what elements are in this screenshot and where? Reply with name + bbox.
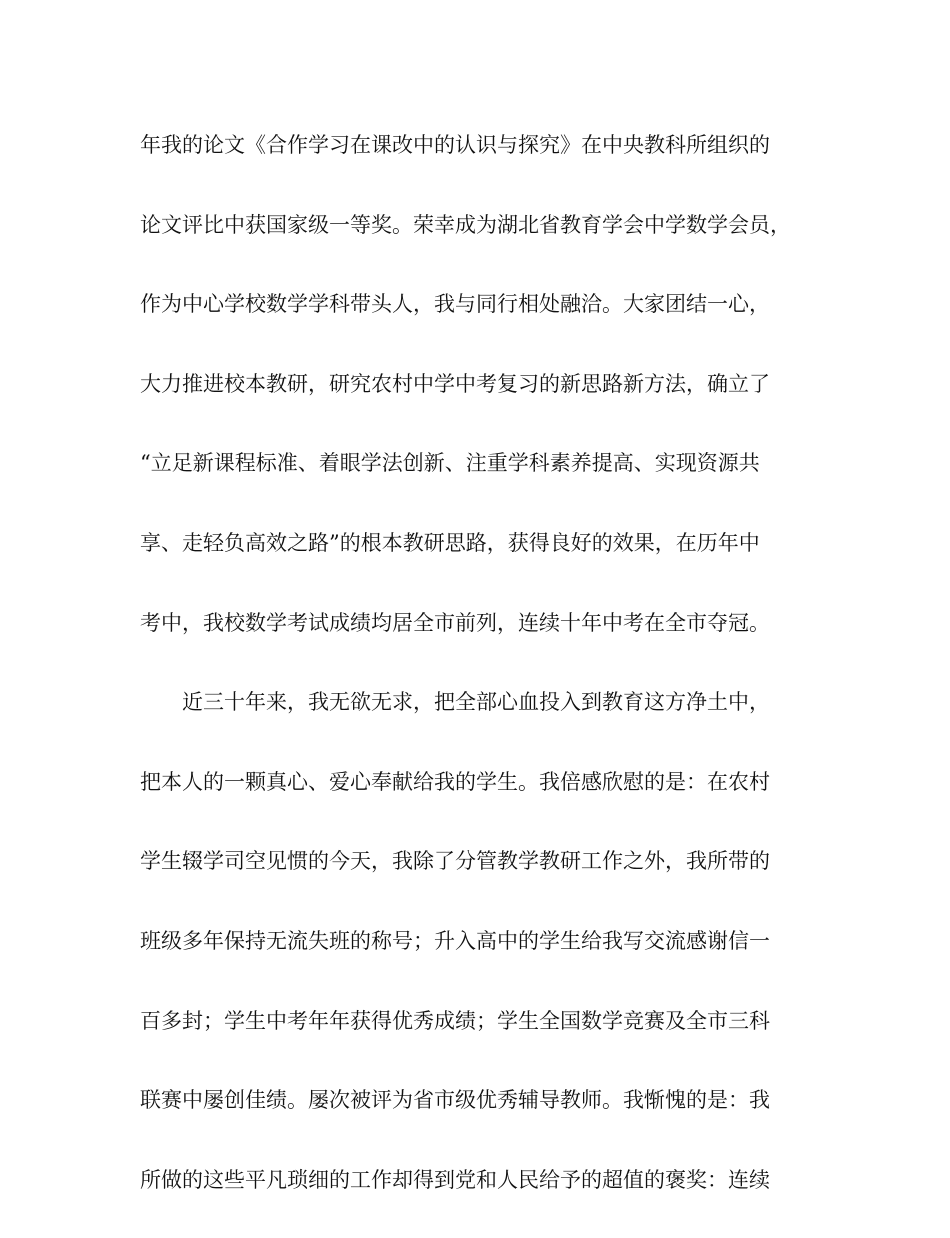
text-line: 享、走轻负高效之路”的根本教研思路，获得良好的效果，在历年中 bbox=[140, 530, 760, 555]
text-line: 联赛中屡创佳绩。屡次被评为省市级优秀辅导教师。我惭愧的是：我 bbox=[140, 1088, 770, 1113]
text-line: 学生辍学司空见惯的今天，我除了分管教学教研工作之外，我所带的 bbox=[140, 849, 770, 874]
paragraph-first-line: 近三十年来，我无欲无求，把全部心血投入到教育这方净土中， bbox=[182, 690, 770, 715]
body-text bbox=[140, 124, 820, 1238]
text-line: 论文评比中获国家级一等奖。荣幸成为湖北省教育学会中学数学会员， bbox=[140, 212, 791, 237]
text-line: 班级多年保持无流失班的称号；升入高中的学生给我写交流感谢信一 bbox=[140, 928, 770, 953]
text-line: 作为中心学校数学学科带头人，我与同行相处融洽。大家团结一心， bbox=[140, 292, 770, 317]
text-line: 把本人的一颗真心、爱心奉献给我的学生。我倍感欣慰的是：在农村 bbox=[140, 769, 770, 794]
text-line: 百多封；学生中考年年获得优秀成绩；学生全国数学竞赛及全市三科 bbox=[140, 1008, 770, 1033]
text-line: “立足新课程标准、着眼学法创新、注重学科素养提高、实现资源共 bbox=[140, 451, 760, 476]
text-line: 所做的这些平凡琐细的工作却得到党和人民给予的超值的褒奖：连续 bbox=[140, 1167, 770, 1192]
text-line: 考中，我校数学考试成绩均居全市前列，连续十年中考在全市夺冠。 bbox=[140, 610, 770, 635]
text-line: 年我的论文《合作学习在课改中的认识与探究》在中央教科所组织的 bbox=[140, 133, 770, 157]
text-line: 大力推进校本教研，研究农村中学中考复习的新思路新方法，确立了 bbox=[140, 371, 770, 396]
